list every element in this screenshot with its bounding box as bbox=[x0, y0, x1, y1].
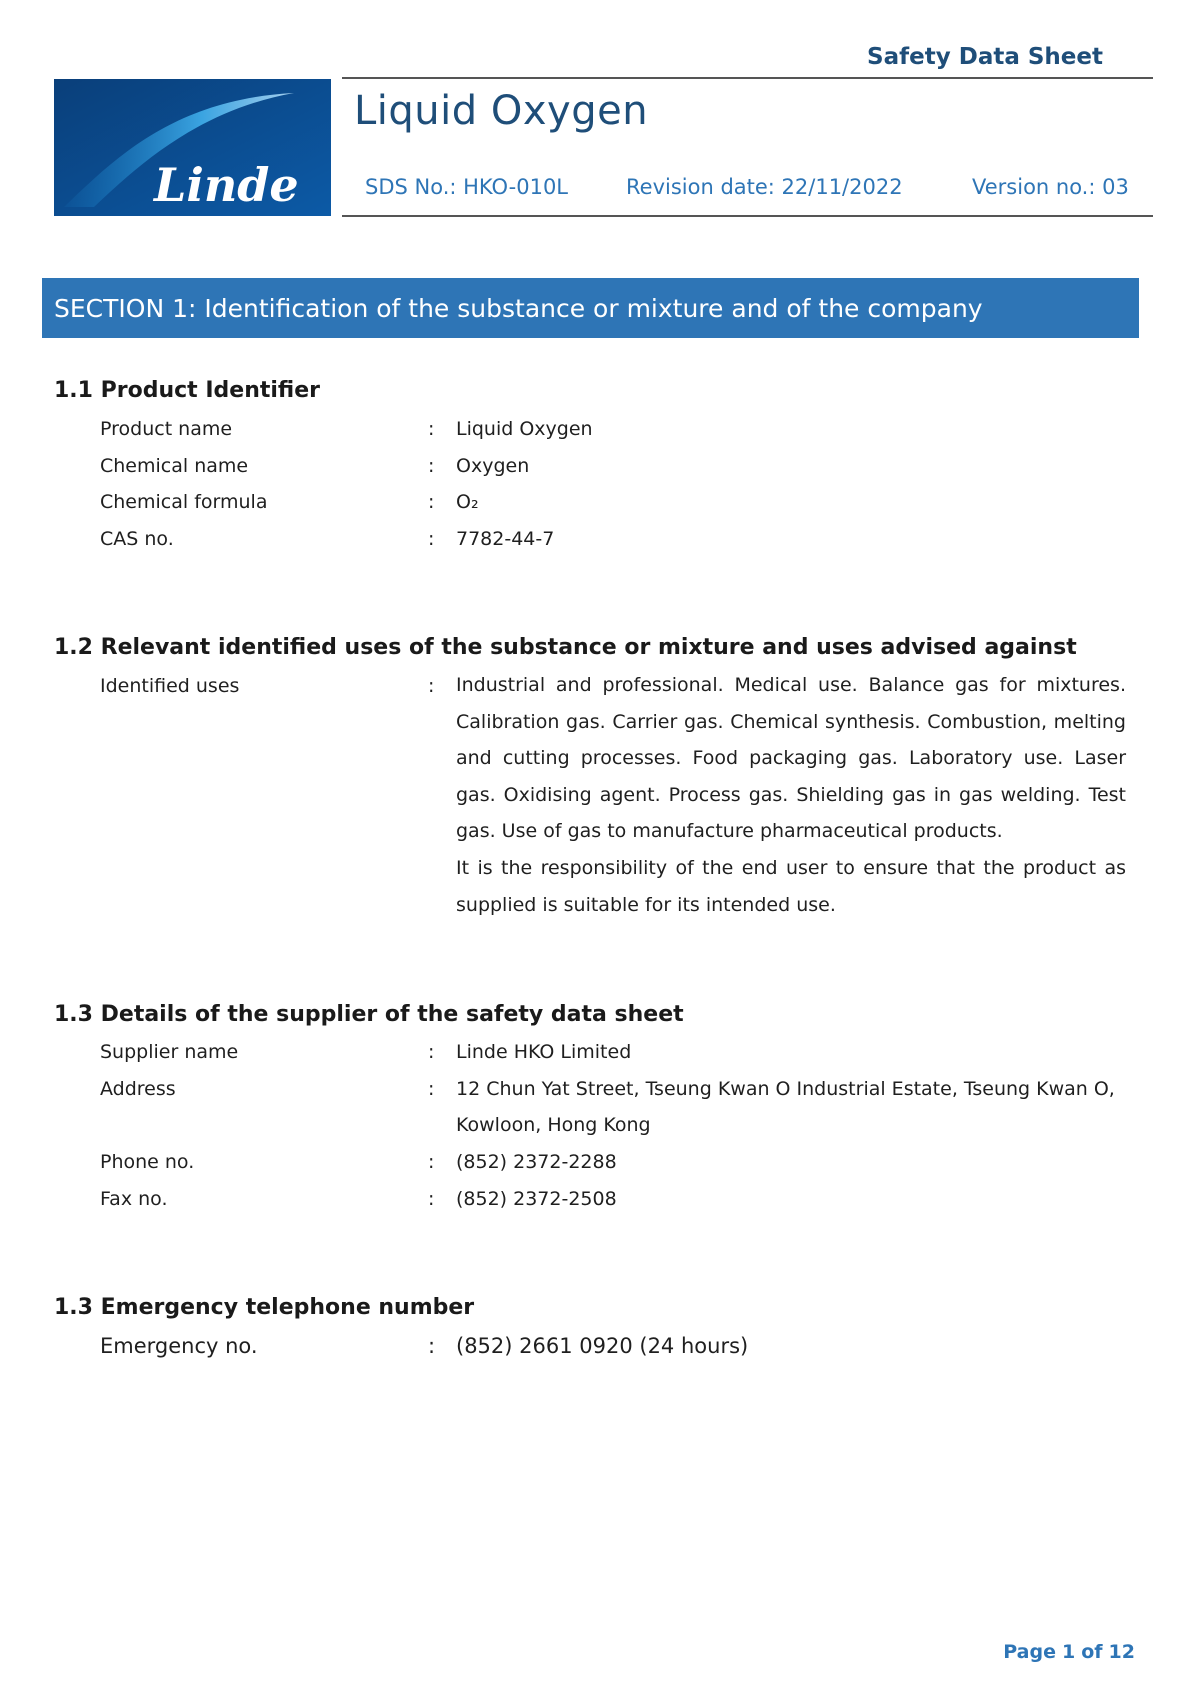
page-number: 1 bbox=[1061, 1641, 1076, 1663]
chemical-name-value: Oxygen bbox=[456, 455, 530, 477]
cas-number-value: 7782-44-7 bbox=[456, 528, 555, 550]
revision-date: Revision date: 22/11/2022 bbox=[626, 175, 903, 199]
sds-number: SDS No.: HKO-010L bbox=[365, 175, 569, 199]
identified-uses-label: Identified uses bbox=[100, 675, 240, 697]
heading-1-3-supplier: 1.3 Details of the supplier of the safety data sheet bbox=[54, 1002, 684, 1027]
phone-label: Phone no. bbox=[100, 1151, 195, 1173]
linde-logo bbox=[54, 79, 331, 216]
supplier-name-label: Supplier name bbox=[100, 1041, 239, 1063]
linde-logo-wordmark: Linde bbox=[154, 158, 299, 212]
colon: : bbox=[428, 1041, 435, 1063]
heading-1-3-emergency: 1.3 Emergency telephone number bbox=[54, 1295, 475, 1320]
identified-uses-text: Industrial and professional. Medical use. Balance gas for mixtures. Calibration gas. Carrier gas. Chemical synthesis. Combustion, melting and cutting processes. Food packaging gas. Laboratory use. Laser gas. Oxidising agent. Process gas. Shielding gas in gas welding. Test gas. Use of gas to manufacture pharmaceutical products. bbox=[456, 674, 1126, 843]
colon: : bbox=[428, 528, 435, 550]
emergency-value: (852) 2661 0920 (24 hours) bbox=[456, 1334, 749, 1358]
heading-1-2: 1.2 Relevant identified uses of the substance or mixture and uses advised against bbox=[54, 635, 1077, 660]
end-user-responsibility-text: It is the responsibility of the end user to ensure that the product as supplied is suitable for its intended use. bbox=[456, 857, 1126, 916]
colon: : bbox=[428, 1188, 435, 1210]
chemical-formula-label: Chemical formula bbox=[100, 491, 268, 513]
product-name-value: Liquid Oxygen bbox=[456, 418, 593, 440]
chemical-formula-value: O₂ bbox=[456, 491, 479, 513]
page-total: 12 bbox=[1108, 1641, 1135, 1663]
colon: : bbox=[428, 1151, 435, 1173]
of-word: of bbox=[1081, 1641, 1103, 1663]
heading-1-1: 1.1 Product Identifier bbox=[54, 378, 320, 403]
address-line-1: 12 Chun Yat Street, Tseung Kwan O Industrial Estate, Tseung Kwan O, bbox=[456, 1078, 1115, 1100]
fax-value: (852) 2372-2508 bbox=[456, 1188, 617, 1210]
document-type-label: Safety Data Sheet bbox=[867, 44, 1103, 70]
header-bottom-rule bbox=[342, 215, 1153, 217]
supplier-name-value: Linde HKO Limited bbox=[456, 1041, 632, 1063]
page-title: Liquid Oxygen bbox=[354, 88, 649, 134]
version-number: Version no.: 03 bbox=[972, 175, 1129, 199]
colon: : bbox=[428, 1334, 436, 1358]
colon: : bbox=[428, 418, 435, 440]
fax-label: Fax no. bbox=[100, 1188, 168, 1210]
emergency-label: Emergency no. bbox=[100, 1334, 258, 1358]
page-word: Page bbox=[1003, 1641, 1056, 1663]
header-top-rule bbox=[342, 77, 1153, 79]
page-counter bbox=[1000, 1641, 1138, 1663]
section-1-banner: SECTION 1: Identification of the substance or mixture and of the company bbox=[42, 278, 1139, 338]
chemical-name-label: Chemical name bbox=[100, 455, 249, 477]
address-label: Address bbox=[100, 1078, 176, 1100]
product-name-label: Product name bbox=[100, 418, 233, 440]
colon: : bbox=[428, 1078, 435, 1100]
colon: : bbox=[428, 491, 435, 513]
colon: : bbox=[428, 455, 435, 477]
cas-number-label: CAS no. bbox=[100, 528, 174, 550]
address-line-2: Kowloon, Hong Kong bbox=[456, 1114, 651, 1136]
phone-value: (852) 2372-2288 bbox=[456, 1151, 617, 1173]
colon: : bbox=[428, 675, 435, 697]
